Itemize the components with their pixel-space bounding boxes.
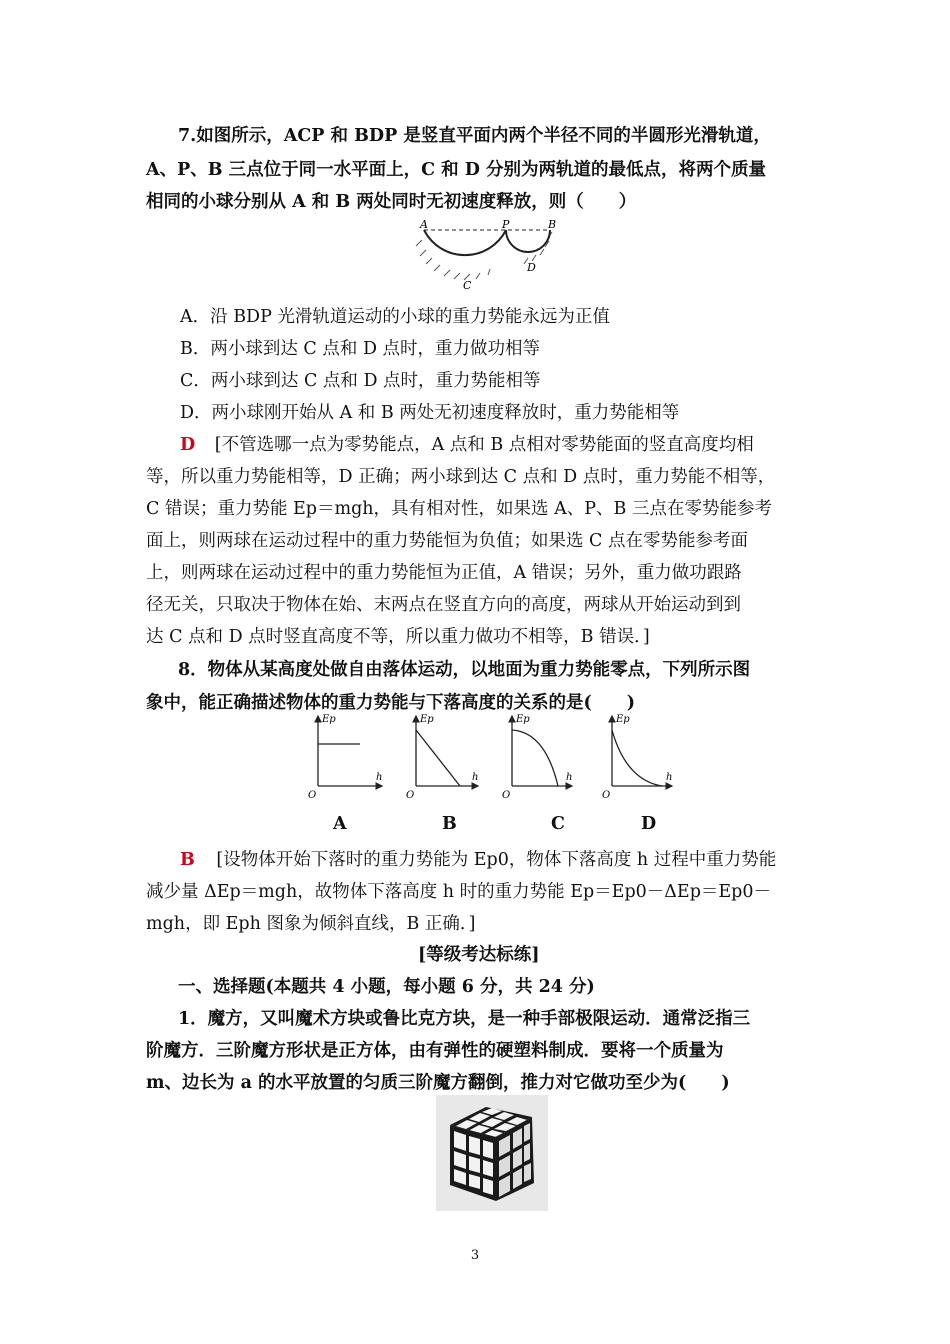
q8-answer-line-3: mgh，即 Eph 图象为倾斜直线，B 正确．] <box>146 914 476 934</box>
q7-track-figure <box>410 218 570 294</box>
graph-caption-a: A <box>333 814 347 834</box>
q1-line-3: m、边长为 a 的水平放置的匀质三阶魔方翻倒，推力对它做功至少为( ) <box>146 1073 730 1093</box>
graph-a-origin: O <box>308 790 317 801</box>
q7-option-d: D．两小球刚开始从 A 和 B 两处无初速度释放时，重力势能相等 <box>180 403 680 423</box>
graph-d-x-label: h <box>666 772 673 783</box>
q8-answer-letter: B <box>180 850 195 870</box>
q7-option-a: A．沿 BDP 光滑轨道运动的小球的重力势能永远为正值 <box>180 307 610 327</box>
q7-option-c: C．两小球到达 C 点和 D 点时，重力势能相等 <box>180 371 541 391</box>
q7-answer-line-1 <box>180 431 754 456</box>
graph-caption-d: D <box>641 814 657 834</box>
graph-d-y-label: Ep <box>616 714 630 725</box>
q7-option-b: B．两小球到达 C 点和 D 点时，重力做功相等 <box>180 339 541 359</box>
graph-a-x-label: h <box>376 772 383 783</box>
graph-a <box>308 714 382 801</box>
graph-b-x-label: h <box>472 772 479 783</box>
graph-c-y-label: Ep <box>516 714 530 725</box>
graph-a-y-label: Ep <box>322 714 336 725</box>
q7-label-d: D <box>527 261 536 274</box>
graph-c-x-label: h <box>566 772 573 783</box>
q7-answer-line-7: 达 C 点和 D 点时竖直高度不等，所以重力做功不相等，B 错误．] <box>146 627 650 647</box>
q7-answer-line-3: C 错误；重力势能 Ep＝mgh，具有相对性，如果选 A、P、B 三点在零势能参考 <box>146 499 772 519</box>
section-subtitle: 一、选择题(本题共 4 小题，每小题 6 分，共 24 分) <box>178 977 595 997</box>
q8-answer-text-1: [设物体开始下落时的重力势能为 Ep0，物体下落高度 h 过程中重力势能 <box>216 850 777 870</box>
rubiks-cube-image <box>436 1095 548 1211</box>
q7-line-3: 相同的小球分别从 A 和 B 两处同时无初速度释放，则（ ） <box>146 192 637 212</box>
q8-line-2: 象中，能正确描述物体的重力势能与下落高度的关系的是( ) <box>146 693 636 713</box>
q7-answer-line-2: 等，所以重力势能相等，D 正确；两小球到达 C 点和 D 点时，重力势能不相等， <box>146 467 776 487</box>
q7-label-c: C <box>463 279 472 292</box>
q7-line-2: A、P、B 三点位于同一水平面上，C 和 D 分别为两轨道的最低点，将两个质量 <box>146 160 767 180</box>
q7-line-1: 7.如图所示，ACP 和 BDP 是竖直平面内两个半径不同的半圆形光滑轨道， <box>178 126 771 146</box>
page-number: 3 <box>470 1248 480 1263</box>
q1-line-2: 阶魔方．三阶魔方形状是正方体，由有弹性的硬塑料制成．要将一个质量为 <box>146 1041 724 1061</box>
graph-b-y-label: Ep <box>420 714 434 725</box>
q7-label-p: P <box>502 218 510 231</box>
graph-c-origin: O <box>502 790 511 801</box>
q8-line-1: 8．物体从某高度处做自由落体运动，以地面为重力势能零点，下列所示图 <box>178 660 751 680</box>
q7-answer-text-1: [不管选哪一点为零势能点，A 点和 B 点相对零势能面的竖直高度均相 <box>214 435 754 455</box>
q7-answer-line-4: 面上，则两球在运动过程中的重力势能恒为负值；如果选 C 点在零势能参考面 <box>146 531 749 551</box>
q1-line-1: 1．魔方，又叫魔术方块或鲁比克方块，是一种手部极限运动．通常泛指三 <box>178 1009 751 1029</box>
q7-answer-line-6: 径无关，只取决于物体在始、末两点在竖直方向的高度，两球从开始运动到到 <box>146 595 741 615</box>
q7-answer-letter: D <box>180 435 196 455</box>
graph-d <box>602 714 672 801</box>
graph-caption-b: B <box>442 814 457 834</box>
q8-answer-line-2: 减少量 ΔEp＝mgh，故物体下落高度 h 时的重力势能 Ep＝Ep0－ΔEp＝Ep0－ <box>146 882 772 902</box>
graph-b-origin: O <box>406 790 415 801</box>
q7-label-b: B <box>548 218 557 231</box>
graph-b <box>406 714 478 801</box>
graph-c <box>502 714 572 801</box>
q8-graphs-figure <box>300 708 680 808</box>
graph-caption-c: C <box>551 814 565 834</box>
q7-answer-line-5: 上，则两球在运动过程中的重力势能恒为正值，A 错误；另外，重力做功跟路 <box>146 563 742 583</box>
graph-d-origin: O <box>602 790 611 801</box>
q8-answer-line-1 <box>180 846 776 871</box>
section-title: [等级考达标练] <box>418 945 540 965</box>
q7-label-a: A <box>420 218 428 231</box>
